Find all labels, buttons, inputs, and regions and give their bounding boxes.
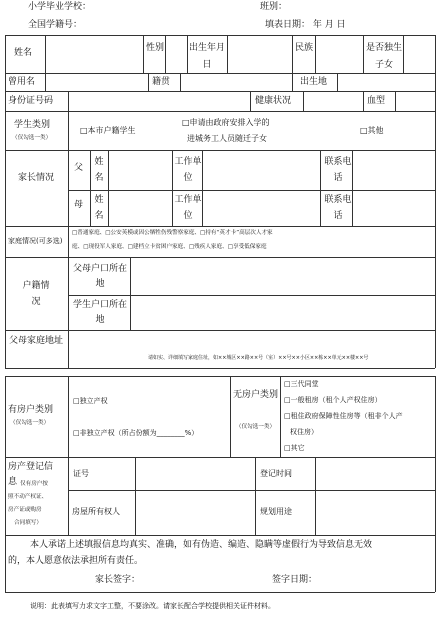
family-label: 家庭情况(可多选) (8, 237, 63, 245)
mother-name-input[interactable] (109, 191, 171, 225)
blood-input[interactable] (396, 92, 434, 110)
birthplace-label: 出生地 (300, 77, 328, 87)
father-label: 父 (74, 163, 84, 173)
option-own-property[interactable]: □独立产权 (73, 397, 108, 405)
owner-input[interactable] (136, 491, 254, 534)
registration-note-3: 房产证或购房 (8, 507, 42, 513)
option-public-rent[interactable]: □租住政府保障性住房等（租非个人产 (284, 412, 403, 420)
fill-date-label: 填表日期： 年 月 日 (265, 20, 346, 30)
parents-label: 家长情况 (18, 173, 55, 183)
option-other[interactable]: □其他 (360, 126, 384, 135)
id-number-label: 身份证号码 (8, 96, 54, 106)
student-hukou-input[interactable] (131, 296, 434, 329)
hukou-label: 户籍情况 (22, 281, 50, 307)
registration-note-2: 照不动产权证、 (8, 494, 48, 500)
blood-label: 血型 (367, 96, 386, 106)
mother-name-label: 姓名 (94, 195, 104, 221)
registration-label-1: 房产登记信 (8, 462, 54, 472)
school-label: 小学毕业学校： (28, 2, 92, 12)
student-type-note: （仅勾选一类） (12, 135, 52, 141)
parent-hukou-label: 父母户口所在地 (72, 264, 127, 289)
sex-label: 性别 (146, 43, 165, 53)
native-place-label: 籍贯 (152, 77, 171, 87)
address-input[interactable] (69, 331, 434, 353)
birthplace-input[interactable] (338, 74, 434, 90)
registration-label-2: 息 (8, 477, 18, 487)
mother-phone-input[interactable] (353, 191, 434, 225)
footer-note: 说明：此表填写力求文字工整，不要涂改。请家长配合学校提供相关证件材料。 (30, 602, 275, 610)
sign-date-input[interactable] (325, 572, 425, 588)
sign-date-label: 签字日期： (272, 575, 318, 585)
address-note: 请如实、详细填写家庭住址，如××城区××路××号（室）××号××小区××栋××单元××楼××号 (148, 355, 369, 361)
former-name-label: 曾用名 (8, 77, 36, 87)
housing-note: （仅勾选一类） (10, 420, 50, 426)
owner-label: 房屋所有权人 (72, 507, 120, 516)
only-child-label: 是否独生子女 (365, 43, 402, 70)
father-name-label: 姓名 (94, 157, 104, 183)
option-private-rent[interactable]: □一般租房（租个人产权住房） (284, 396, 382, 404)
only-child-input[interactable] (404, 36, 434, 72)
former-name-input[interactable] (46, 74, 147, 90)
parent-hukou-input[interactable] (131, 258, 434, 294)
pledge-line-2: 的，本人愿意依法承担所有责任。 (8, 556, 144, 566)
father-work-label: 工作单位 (174, 157, 202, 183)
cert-no-input[interactable] (136, 458, 254, 489)
reg-time-label: 登记时间 (260, 469, 292, 478)
sex-input[interactable] (166, 36, 186, 72)
ethnicity-input[interactable] (316, 36, 362, 72)
address-label: 父母家庭地址 (8, 336, 63, 346)
option-local-student[interactable]: □本市户籍学生 (80, 126, 136, 135)
option-public-rent-cont: 权住房） (290, 428, 318, 436)
option-migrant-line1[interactable]: □申请由政府安排入学的 (182, 118, 270, 127)
mother-phone-label: 联系电话 (324, 195, 352, 221)
registration-note-1: 仅有房户按 (20, 481, 48, 487)
father-name-input[interactable] (109, 151, 171, 189)
father-work-input[interactable] (203, 151, 319, 189)
birth-label: 出生年月日 (189, 43, 226, 70)
mother-label: 母 (74, 200, 84, 210)
father-phone-label: 联系电话 (324, 157, 352, 183)
student-type-label: 学生类别 (14, 120, 51, 130)
registration-note-4: 合同填写） (14, 520, 42, 526)
cert-no-label: 证号 (73, 469, 89, 478)
mother-work-input[interactable] (203, 191, 319, 225)
family-options-line1[interactable]: □普通家庭、□公安英模或因公牺牲伤残警察家庭、□持有“英才卡”高层次人才家 (72, 230, 273, 236)
housing-label: 有房户类别 (8, 405, 54, 415)
pledge-line-1: 本人承诺上述填报信息均真实、准确，如有伪造、编造、隐瞒等虚假行为导致信息无效 (30, 540, 373, 550)
id-number-input[interactable] (69, 92, 249, 110)
father-phone-input[interactable] (353, 151, 434, 189)
family-options-line2[interactable]: 庭、□现役军人家庭、□建档立卡贫困户家庭、□残疾人家庭、□享受低保家庭 (72, 244, 267, 250)
no-house-label: 无房户类别 (233, 390, 279, 400)
usage-input[interactable] (316, 491, 434, 534)
student-hukou-label: 学生户口所在地 (72, 300, 127, 325)
usage-label: 规划用途 (260, 507, 292, 516)
name-label: 姓名 (14, 48, 33, 58)
student-id-label: 全国学籍号： (28, 20, 83, 30)
option-three-generations[interactable]: □三代同堂 (284, 380, 319, 388)
option-other-housing[interactable]: □其它 (284, 444, 305, 452)
signature-label: 家长签字： (95, 575, 141, 585)
birth-input[interactable] (228, 36, 291, 72)
signature-input[interactable] (148, 572, 248, 588)
name-input[interactable] (46, 36, 142, 72)
class-label: 班别： (260, 2, 288, 12)
option-migrant-line2: 进城务工人员随迁子女 (187, 134, 267, 143)
no-house-note: （仅勾选一类） (235, 424, 276, 430)
option-shared-property[interactable]: □非独立产权（所占份额为________%） (73, 429, 199, 437)
health-input[interactable] (304, 92, 362, 110)
health-label: 健康状况 (255, 96, 292, 106)
ethnicity-label: 民族 (294, 43, 313, 53)
reg-time-input[interactable] (316, 458, 434, 489)
mother-work-label: 工作单位 (174, 195, 202, 221)
native-place-input[interactable] (181, 74, 291, 90)
